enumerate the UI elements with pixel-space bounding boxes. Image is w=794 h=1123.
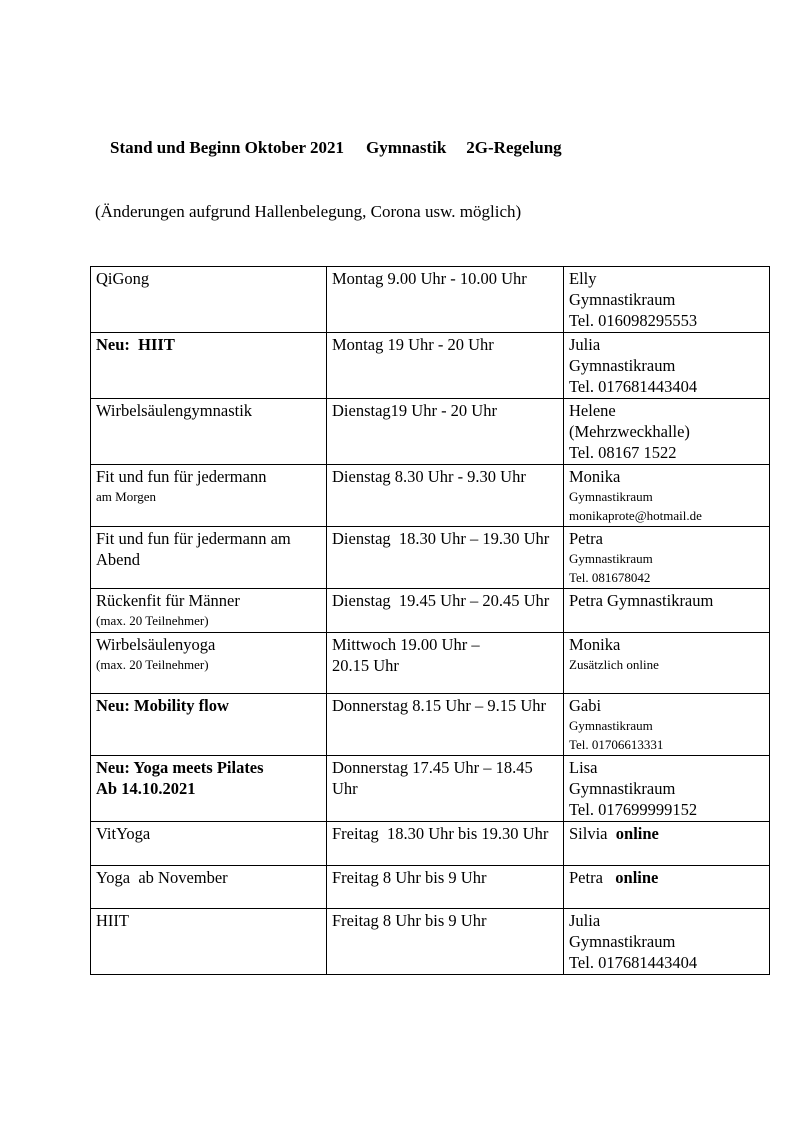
contact-cell-text: Julia <box>569 335 601 354</box>
table-row <box>91 399 770 465</box>
table-row <box>91 909 770 975</box>
table-row <box>91 633 770 694</box>
contact-cell-text: Tel. 017681443404 <box>569 953 698 972</box>
contact-cell <box>564 465 770 527</box>
course-cell-text: (max. 20 Teilnehmer) <box>96 613 209 628</box>
course-cell <box>91 866 327 909</box>
course-cell-text: Neu: HIIT <box>96 335 175 354</box>
contact-cell-text: Gymnastikraum <box>569 356 676 375</box>
contact-cell <box>564 333 770 399</box>
contact-cell-text: Lisa <box>569 758 598 777</box>
time-cell-text: Dienstag 18.30 Uhr – 19.30 Uhr <box>332 529 550 548</box>
time-cell <box>327 589 564 633</box>
course-cell <box>91 694 327 756</box>
contact-cell-text: Gymnastikraum <box>569 718 653 733</box>
contact-cell <box>564 909 770 975</box>
course-cell-text: Wirbelsäulengymnastik <box>96 401 253 420</box>
course-cell-text: Wirbelsäulenyoga <box>96 635 216 654</box>
contact-cell-text: Zusätzlich online <box>569 657 659 672</box>
table-row <box>91 333 770 399</box>
heading-category: Gymnastik <box>365 138 447 157</box>
contact-cell <box>564 589 770 633</box>
contact-cell-text: Gymnastikraum <box>569 290 676 309</box>
contact-cell-text: monikaprote@hotmail.de <box>569 508 702 523</box>
page-subtitle: (Änderungen aufgrund Hallenbelegung, Corona usw. möglich) <box>95 202 522 221</box>
time-cell-text: Montag 19 Uhr - 20 Uhr <box>332 335 494 354</box>
course-cell <box>91 267 327 333</box>
contact-cell <box>564 267 770 333</box>
contact-cell-text: online <box>615 824 659 843</box>
course-cell-text: Neu: Mobility flow <box>96 696 229 715</box>
contact-cell-text: Tel. 016098295553 <box>569 311 698 330</box>
course-schedule-table <box>90 266 770 975</box>
course-cell-text: Ab 14.10.2021 <box>96 779 196 798</box>
table-row <box>91 822 770 866</box>
time-cell <box>327 399 564 465</box>
time-cell <box>327 465 564 527</box>
course-cell <box>91 333 327 399</box>
course-cell <box>91 909 327 975</box>
contact-cell <box>564 822 770 866</box>
contact-cell-text: Monika <box>569 635 621 654</box>
table-row <box>91 527 770 589</box>
course-cell <box>91 465 327 527</box>
course-cell-text: am Morgen <box>96 489 157 504</box>
contact-cell-text: Monika <box>569 467 621 486</box>
contact-cell <box>564 527 770 589</box>
course-cell <box>91 756 327 822</box>
time-cell-text: Montag 9.00 Uhr - 10.00 Uhr <box>332 269 527 288</box>
table-row <box>91 465 770 527</box>
time-cell <box>327 333 564 399</box>
contact-cell-text: Gymnastikraum <box>569 932 676 951</box>
table-row <box>91 866 770 909</box>
course-cell-text: Neu: Yoga meets Pilates <box>96 758 264 777</box>
course-cell-text: QiGong <box>96 269 150 288</box>
course-cell-text: Fit und fun für jedermann am Abend <box>96 529 294 569</box>
contact-cell <box>564 756 770 822</box>
page-heading <box>110 138 562 158</box>
course-cell-text: HIIT <box>96 911 129 930</box>
contact-cell <box>564 694 770 756</box>
contact-cell-text: online <box>615 868 659 887</box>
course-cell <box>91 527 327 589</box>
course-cell <box>91 589 327 633</box>
table-row <box>91 267 770 333</box>
time-cell-text: Mittwoch 19.00 Uhr – <box>332 635 480 654</box>
time-cell-text: Freitag 8 Uhr bis 9 Uhr <box>332 911 487 930</box>
time-cell <box>327 866 564 909</box>
course-cell-text: Yoga ab November <box>96 868 228 887</box>
contact-cell-text: Petra <box>569 529 603 548</box>
course-cell-text: Fit und fun für jedermann <box>96 467 267 486</box>
course-cell-text: VitYoga <box>96 824 151 843</box>
course-cell-text: Rückenfit für Männer <box>96 591 240 610</box>
contact-cell <box>564 633 770 694</box>
time-cell-text: 20.15 Uhr <box>332 656 399 675</box>
contact-cell-text: Gymnastikraum <box>569 489 653 504</box>
course-cell <box>91 399 327 465</box>
contact-cell-text: Gabi <box>569 696 602 715</box>
contact-cell-text: Julia <box>569 911 601 930</box>
contact-cell-text: Silvia <box>569 824 616 843</box>
time-cell <box>327 756 564 822</box>
table-row <box>91 694 770 756</box>
heading-rule: 2G-Regelung <box>466 138 562 157</box>
time-cell-text: Dienstag 19.45 Uhr – 20.45 Uhr <box>332 591 550 610</box>
contact-cell <box>564 866 770 909</box>
time-cell <box>327 909 564 975</box>
contact-cell-text: (Mehrzweckhalle) <box>569 422 690 441</box>
contact-cell-text: Gymnastikraum <box>569 779 676 798</box>
contact-cell-text: Elly <box>569 269 597 288</box>
course-cell-text: (max. 20 Teilnehmer) <box>96 657 209 672</box>
contact-cell-text: Helene <box>569 401 616 420</box>
table-row <box>91 589 770 633</box>
time-cell-text: Donnerstag 17.45 Uhr – 18.45 Uhr <box>332 758 537 798</box>
time-cell-text: Dienstag19 Uhr - 20 Uhr <box>332 401 497 420</box>
course-cell <box>91 633 327 694</box>
contact-cell-text: Tel. 081678042 <box>569 570 651 585</box>
contact-cell-text: Tel. 017699999152 <box>569 800 698 819</box>
contact-cell-text: Gymnastikraum <box>569 551 653 566</box>
time-cell-text: Freitag 8 Uhr bis 9 Uhr <box>332 868 487 887</box>
time-cell <box>327 527 564 589</box>
contact-cell-text: Tel. 017681443404 <box>569 377 698 396</box>
time-cell <box>327 633 564 694</box>
time-cell-text: Dienstag 8.30 Uhr - 9.30 Uhr <box>332 467 526 486</box>
contact-cell-text: Tel. 01706613331 <box>569 737 664 752</box>
course-cell <box>91 822 327 866</box>
time-cell <box>327 694 564 756</box>
time-cell <box>327 267 564 333</box>
table-row <box>91 756 770 822</box>
time-cell-text: Donnerstag 8.15 Uhr – 9.15 Uhr <box>332 696 547 715</box>
contact-cell-text: Tel. 08167 1522 <box>569 443 677 462</box>
contact-cell <box>564 399 770 465</box>
contact-cell-text: Petra <box>569 868 616 887</box>
time-cell-text: Freitag 18.30 Uhr bis 19.30 Uhr <box>332 824 549 843</box>
contact-cell-text: Petra Gymnastikraum <box>569 591 714 610</box>
heading-date: Stand und Beginn Oktober 2021 <box>110 138 344 157</box>
time-cell <box>327 822 564 866</box>
